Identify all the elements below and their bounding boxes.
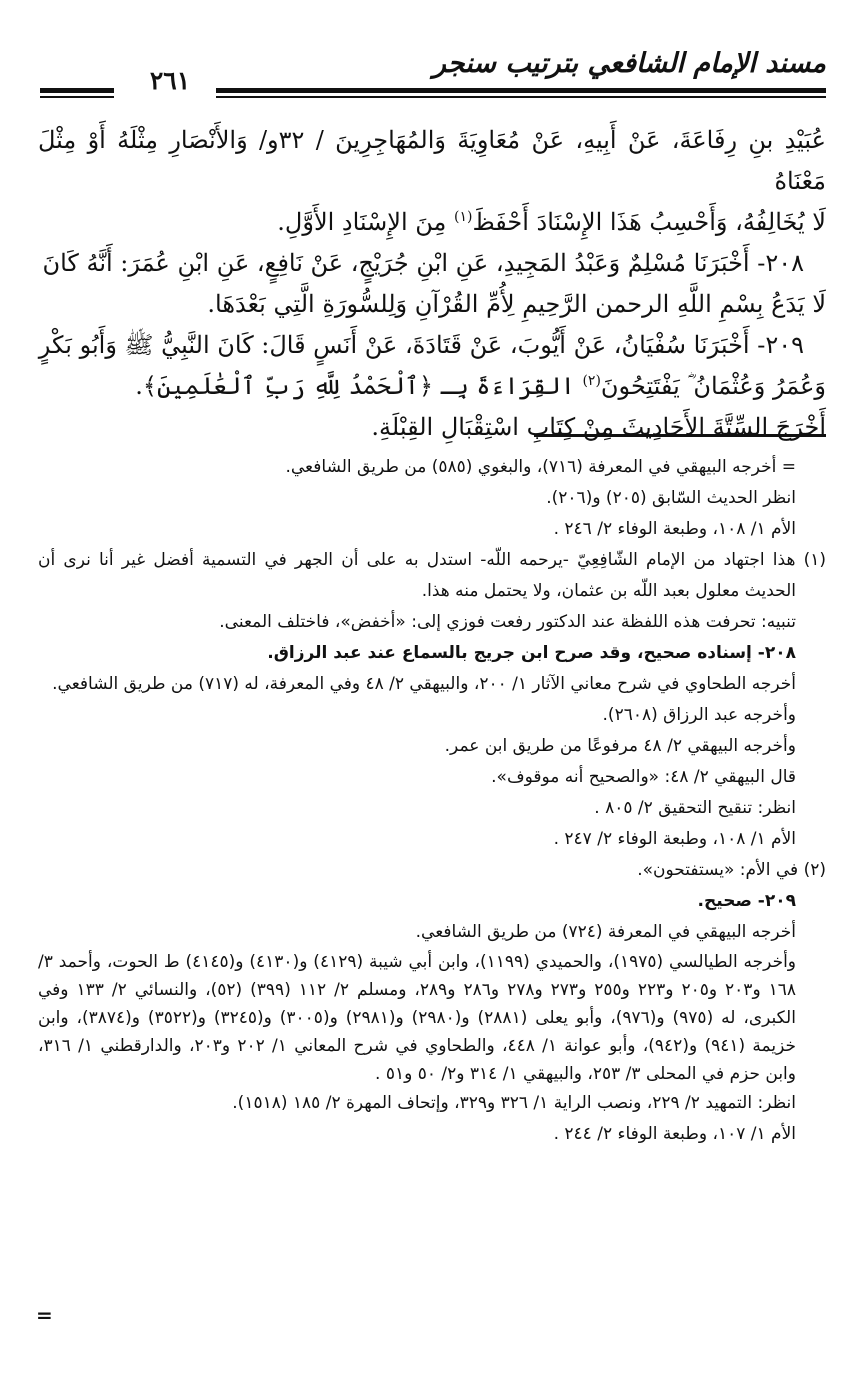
- takhrij-208-heading: ٢٠٨- إسناده صحيح، وقد صرح ابن جريج بالسماع عند عبد الرزاق.: [267, 643, 796, 663]
- footnote-line: وأخرجه البيهقي ٢/ ٤٨ مرفوعًا من طريق ابن عمر.: [444, 736, 796, 756]
- footnote-line: أخرجه الطحاوي في شرح معاني الآثار ١/ ٢٠٠، والبيهقي ٢/ ٤٨ وفي المعرفة، له (٧١٧) من طريق الشافعي.: [52, 674, 796, 694]
- text-line: لَا يُخَالِفُهُ، وَأَحْسِبُ هَذَا الإِسْنَادَ أَحْفَظَ$^{(١)}$ مِنَ الإِسْنَادِ الأَوَّلِ.: [277, 208, 826, 236]
- footnote-line: تنبيه: تحرفت هذه اللفظة عند الدكتور رفعت فوزي إلى: «أخفض»، فاختلف المعنى.: [219, 612, 796, 632]
- text-line: أَخْرَجَ السِّتَّةَ الأَحَادِيثَ مِنْ كِتَابِ اسْتِقْبَالِ القِبْلَةِ.: [371, 413, 826, 441]
- footnote-line: الأم ١/ ١٠٨، وطبعة الوفاء ٢/ ٢٤٧ .: [553, 829, 796, 849]
- main-text: [38, 120, 826, 448]
- footnote-ref[interactable]: (١): [454, 209, 473, 225]
- text-line: عُبَيْدِ بنِ رِفَاعَةَ، عَنْ أَبِيهِ، عَنْ مُعَاوِيَةَ وَالمُهَاجِرِينَ / ٣٢و/ وَالأَنْصَارِ مِثْلَهُ أَوْ مِثْلَ مَعْنَاهُ: [38, 126, 826, 195]
- hadith-208: ٢٠٨- أَخْبَرَنَا مُسْلِمٌ وَعَبْدُ المَجِيدِ، عَنِ ابْنِ جُرَيْجٍ، عَنْ نَافِعٍ، عَنِ ابْنِ عُمَرَ: أَنَّهُ كَانَ: [42, 249, 804, 277]
- footnote-ref[interactable]: (٢): [582, 373, 601, 389]
- footnote-2: (٢) في الأم: «يستفتحون».: [637, 860, 826, 880]
- footnote-1: (١) هذا اجتهاد من الإمام الشّافِعِيّ -يرحمه اللّه- استدل به على أن الجهر في التسمية أفضل غير أنا نرى أن الحديث معلول بعبد اللّه بن عثمان، ولا يحتمل منه هذا.: [38, 550, 826, 601]
- footnote-line: انظر: تنقيح التحقيق ٢/ ٨٠٥ .: [594, 798, 796, 818]
- footnote-paragraph: وأخرجه الطيالسي (١٩٧٥)، والحميدي (١١٩٩)، وابن أبي شيبة (٤١٢٩) و(٤١٣٠) و(٤١٤٥) ط الحوت، وأحمد ٣/ ١٦٨ و٢٠٣ و٢٠٥ و٢٢٣ و٢٥٥ و٢٧٣ و٢٧٨ و٢٨٦ و٢٨٩، ومسلم ٢/ ١١٢ (٣٩٩) (٥٢)، والنسائي ٢/ ١٣٣ وفي الكبرى، له (٩٧٥) و(٩٧٦)، وأبو يعلى (٢٨٨١) و(٢٩٨٠) و(٢٩٨١) و(٣٠٠٥) و(٣٢٤٥) و(٣٥٢٢) و(٣٨٧٤)، وابن خزيمة (٩٤١) و(٩٤٢)، وأبو عوانة ١/ ٤٤٨، والطحاوي في شرح المعاني ١/ ٢٠٢ و٢٠٣، والدارقطني ١/ ٣١٦، وابن حزم في المحلى ٣/ ٢٥٣، والبيهقي ١/ ٣١٤ و٢/ ٥٠ و٥١ .: [38, 952, 797, 1084]
- page-number: ٢٦١: [149, 66, 191, 95]
- footnote-line: قال البيهقي ٢/ ٤٨: «والصحيح أنه موقوف».: [491, 767, 796, 787]
- footnote-separator: [534, 434, 826, 437]
- footnote-line: انظر الحديث السّابق (٢٠٥) و(٢٠٦).: [546, 488, 796, 508]
- text-line: لَا يَدَعُ بِسْمِ اللَّهِ الرحمن الرَّحِيمِ لِأُمِّ القُرْآنِ وَلِلسُّورَةِ الَّتِي بَعْدَهَا.: [207, 290, 826, 318]
- footnote-line: وأخرجه عبد الرزاق (٢٦٠٨).: [602, 705, 796, 725]
- footnote-line: = أخرجه البيهقي في المعرفة (٧١٦)، والبغوي (٥٨٥) من طريق الشافعي.: [285, 457, 796, 477]
- header-rule-short: [40, 88, 114, 98]
- footnote-line: انظر: التمهيد ٢/ ٢٢٩، ونصب الراية ١/ ٣٢٦ و٣٢٩، وإتحاف المهرة ٢/ ١٨٥ (١٥١٨).: [232, 1093, 796, 1113]
- footnote-line: الأم ١/ ١٠٧، وطبعة الوفاء ٢/ ٢٤٤ .: [553, 1124, 796, 1144]
- header-rule: [216, 88, 826, 98]
- footnote-line: الأم ١/ ١٠٨، وطبعة الوفاء ٢/ ٢٤٦ .: [553, 519, 796, 539]
- footnote-line: أخرجه البيهقي في المعرفة (٧٢٤) من طريق الشافعي.: [415, 922, 796, 942]
- continuation-mark: =: [36, 1303, 53, 1327]
- page-header: [40, 44, 826, 106]
- footnotes: [38, 452, 826, 1150]
- takhrij-209-heading: ٢٠٩- صحيح.: [697, 891, 796, 911]
- hadith-209: ٢٠٩- أَخْبَرَنَا سُفْيَانُ، عَنْ أَيُّوبَ، عَنْ قَتَادَةَ، عَنْ أَنَسٍ قَالَ: كَانَ النَّبِيُّ ﷺ وَأَبُو بَكْرٍ: [38, 331, 804, 359]
- running-title: مسند الإمام الشافعي بترتيب سنجر: [432, 48, 826, 79]
- text-line: وَعُمَرُ وَعُثْمَانُ ؓ يَفْتَتِحُونَ$^{(٢)}$ القِرَاءَةَ بِـ ﴿ٱلْحَمْدُ لِلَّهِ رَبِّ ٱلْعَٰلَمِينَ﴾.: [135, 372, 826, 400]
